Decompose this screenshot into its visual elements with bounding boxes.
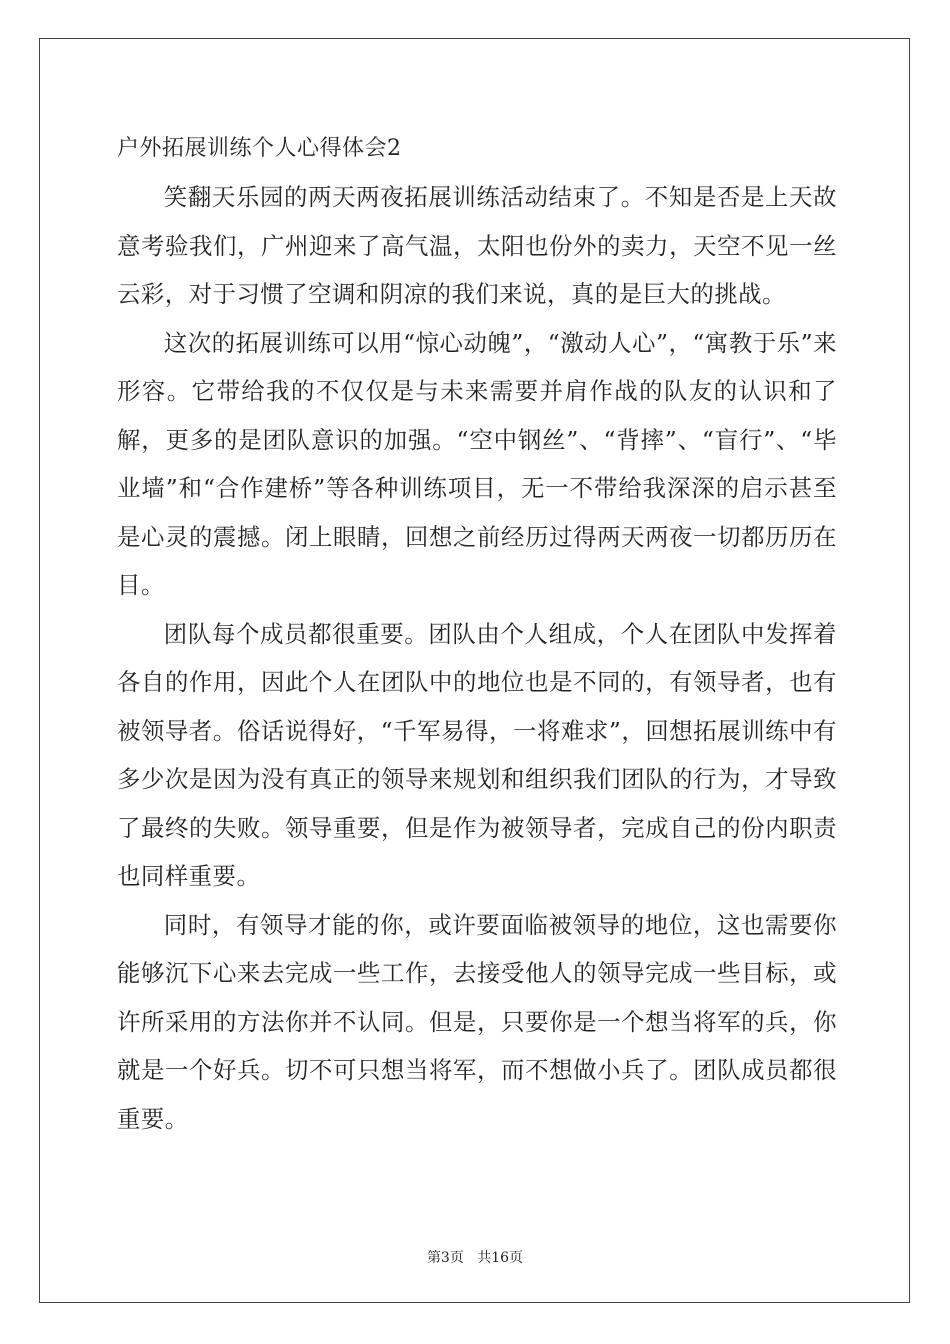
document-title: 户外拓展训练个人心得体会2 — [117, 136, 402, 161]
paragraph-3: 团队每个成员都很重要。团队由个人组成，个人在团队中发挥着各自的作用，因此个人在团队中的地位也是不同的，有领导者，也有被领导者。俗话说得好，“千军易得，一将难求”，回想拓展训练中有多少次是因为没有真正的领导来规划和组织我们团队的行为，才导致了最终的失败。领导重要，但是作为被领导者，完成自己的份内职责也同样重要。 — [117, 619, 837, 890]
page-total: 共16页 — [477, 1250, 524, 1266]
document-body — [117, 131, 837, 1143]
paragraph-4: 同时，有领导才能的你，或许要面临被领导的地位，这也需要你能够沉下心来去完成一些工作，去接受他人的领导完成一些目标，或许所采用的方法你并不认同。但是，只要你是一个想当将军的兵，你就是一个好兵。切不可只想当将军，而不想做小兵了。团队成员都很重要。 — [117, 910, 837, 1133]
page-footer — [0, 1247, 950, 1267]
paragraph-1: 笑翻天乐园的两天两夜拓展训练活动结束了。不知是否是上天故意考验我们，广州迎来了高气温，太阳也份外的卖力，天空不见一丝云彩，对于习惯了空调和阴凉的我们来说，真的是巨大的挑战。 — [117, 183, 837, 308]
page-number: 第3页 — [426, 1250, 464, 1266]
paragraph-2: 这次的拓展训练可以用“惊心动魄”，“激动人心”，“寓教于乐”来形容。它带给我的不仅仅是与未来需要并肩作战的队友的认识和了解，更多的是团队意识的加强。“空中钢丝”、“背摔”、“盲行”、“毕业墙”和“合作建桥”等各种训练项目，无一不带给我深深的启示甚至是心灵的震撼。闭上眼睛，回想之前经历过得两天两夜一切都历历在目。 — [117, 328, 837, 599]
